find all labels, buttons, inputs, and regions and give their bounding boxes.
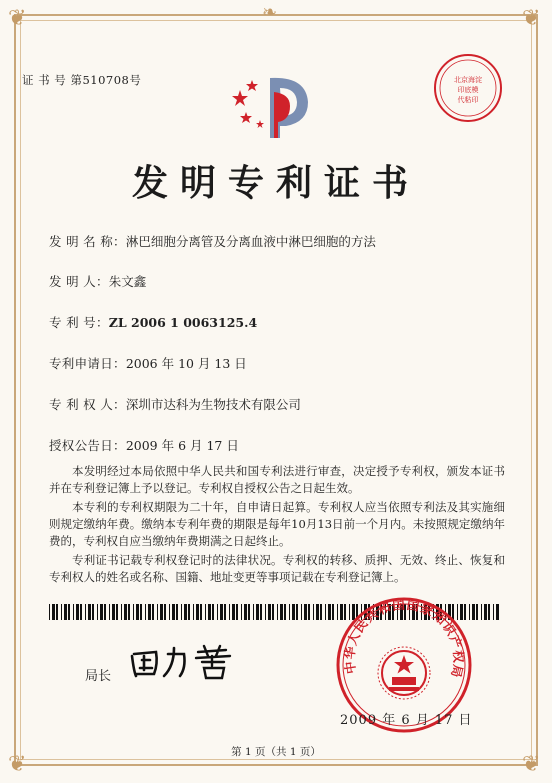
barcode-bar <box>296 604 298 620</box>
barcode-bar <box>133 604 134 620</box>
barcode-bar <box>212 604 214 620</box>
barcode-bar <box>68 604 70 620</box>
barcode-bar <box>76 604 79 620</box>
barcode-bar <box>488 604 490 620</box>
barcode-bar <box>128 604 130 620</box>
barcode-bar <box>248 604 250 620</box>
body-paragraph: 本发明经过本局依照中华人民共和国专利法进行审查，决定授予专利权，颁发本证书并在专利登记簿上予以登记。专利权自授权公告之日起生效。 <box>49 464 505 495</box>
barcode-bar <box>205 604 206 620</box>
barcode-bar <box>148 604 151 620</box>
barcode-bar <box>85 604 86 620</box>
barcode-bar <box>112 604 115 620</box>
barcode-bar <box>277 604 278 620</box>
field-inventor <box>49 272 146 290</box>
barcode-bar <box>88 604 91 620</box>
field-label: 发 明 名 称： <box>49 234 126 249</box>
top-ornament-icon: ❧ <box>262 2 278 23</box>
field-label: 专 利 号： <box>49 315 109 330</box>
barcode-bar <box>268 604 271 620</box>
corner-ornament-icon: ❦ <box>8 752 27 777</box>
barcode-bar <box>97 604 98 620</box>
barcode-bar <box>49 604 50 620</box>
barcode-bar <box>152 604 154 620</box>
barcode-bar <box>292 604 295 620</box>
barcode-bar <box>73 604 74 620</box>
barcode-bar <box>301 604 302 620</box>
barcode-bar <box>241 604 242 620</box>
barcode-bar <box>184 604 187 620</box>
barcode-bar <box>56 604 58 620</box>
barcode-bar <box>289 604 290 620</box>
svg-text:印底模: 印底模 <box>457 86 479 94</box>
corner-ornament-icon: ❦ <box>8 6 27 31</box>
barcode-bar <box>176 604 178 620</box>
barcode-bar <box>308 604 310 620</box>
barcode-bar <box>325 604 326 620</box>
field-application-date <box>49 354 247 372</box>
field-value: 淋巴细胞分离管及分离血液中淋巴细胞的方法 <box>125 234 376 249</box>
barcode-bar <box>100 604 103 620</box>
body-paragraph: 专利证书记载专利权登记时的法律状况。专利权的转移、质押、无效、终止、恢复和专利权人的姓名或名称、国籍、地址变更等事项记载在专利登记簿上。 <box>49 553 505 584</box>
barcode-bar <box>328 604 331 620</box>
barcode-bar <box>481 604 482 620</box>
barcode-bar <box>109 604 110 620</box>
barcode-bar <box>220 604 223 620</box>
director-signature <box>126 642 246 682</box>
page-number: 第 1 页（共 1 页） <box>231 746 321 758</box>
field-grant-date <box>49 436 239 454</box>
field-patent-number <box>49 313 257 331</box>
barcode-bar <box>493 604 494 620</box>
director-label: 局长 <box>85 669 112 684</box>
barcode-bar <box>124 604 127 620</box>
barcode-bar <box>164 604 166 620</box>
corner-ornament-icon: ❦ <box>522 6 541 31</box>
certificate-number: 证 书 号 第510708号 <box>22 73 142 87</box>
barcode-bar <box>80 604 82 620</box>
barcode-bar <box>253 604 254 620</box>
barcode-bar <box>476 604 478 620</box>
barcode-bar <box>121 604 122 620</box>
patent-office-logo-icon <box>230 72 318 142</box>
body-paragraph: 本专利的专利权期限为二十年，自申请日起算。专利权人应当依照专利法及其实施细则规定缴纳年费。缴纳本专利年费的期限是每年10月13日前一个月内。未按照规定缴纳年费的，专利权自应当缴纳年费期满之日起终止。 <box>49 500 505 548</box>
barcode-bar <box>61 604 62 620</box>
barcode-bar <box>236 604 238 620</box>
barcode-bar <box>313 604 314 620</box>
barcode-bar <box>217 604 218 620</box>
barcode-bar <box>484 604 487 620</box>
barcode-bar <box>272 604 274 620</box>
barcode-bar <box>136 604 139 620</box>
barcode-bar <box>172 604 175 620</box>
field-label: 发 明 人： <box>49 274 109 289</box>
field-label: 授权公告日： <box>49 438 126 453</box>
field-value: 2006 年 10 月 13 日 <box>125 356 247 371</box>
barcode-bar <box>52 604 55 620</box>
barcode-bar <box>157 604 158 620</box>
barcode-bar <box>188 604 190 620</box>
barcode-bar <box>140 604 142 620</box>
barcode-bar <box>284 604 286 620</box>
barcode-bar <box>160 604 163 620</box>
barcode-bar <box>224 604 226 620</box>
corner-ornament-icon: ❦ <box>522 752 541 777</box>
barcode-bar <box>256 604 259 620</box>
document-title: 发明专利证书 <box>131 162 420 204</box>
svg-text:代粘印: 代粘印 <box>457 96 479 104</box>
field-patentee <box>49 395 301 413</box>
barcode-bar <box>260 604 262 620</box>
certificate-body <box>49 463 505 588</box>
field-value: 朱文鑫 <box>108 274 147 289</box>
agency-seal-icon <box>432 52 504 124</box>
barcode-bar <box>265 604 266 620</box>
svg-text:中华人民共和国国家知识产权局: 中华人民共和国国家知识产权局 <box>341 596 467 680</box>
barcode-bar <box>92 604 94 620</box>
svg-text:北京海淀: 北京海淀 <box>454 76 482 84</box>
barcode-bar <box>208 604 211 620</box>
barcode-bar <box>145 604 146 620</box>
field-value: 深圳市达科为生物技术有限公司 <box>125 397 301 412</box>
barcode-bar <box>244 604 247 620</box>
field-value: 2009 年 6 月 17 日 <box>125 438 239 453</box>
barcode-bar <box>200 604 202 620</box>
barcode-bar <box>496 604 499 620</box>
field-invention-name <box>49 232 376 250</box>
field-label: 专利申请日： <box>49 356 126 371</box>
barcode-bar <box>280 604 283 620</box>
barcode-bar <box>193 604 194 620</box>
barcode-bar <box>116 604 118 620</box>
barcode-bar <box>229 604 230 620</box>
barcode-bar <box>232 604 235 620</box>
barcode-bar <box>104 604 106 620</box>
barcode-bar <box>169 604 170 620</box>
barcode-bar <box>181 604 182 620</box>
barcode-bar <box>196 604 199 620</box>
barcode-bar <box>304 604 307 620</box>
barcode-bar <box>320 604 322 620</box>
issue-date: 2009 年 6 月 17 日 <box>340 713 473 728</box>
barcode-bar <box>316 604 319 620</box>
barcode-bar <box>64 604 67 620</box>
field-label: 专 利 权 人： <box>49 397 126 412</box>
field-value: ZL 2006 1 0063125.4 <box>108 315 258 330</box>
